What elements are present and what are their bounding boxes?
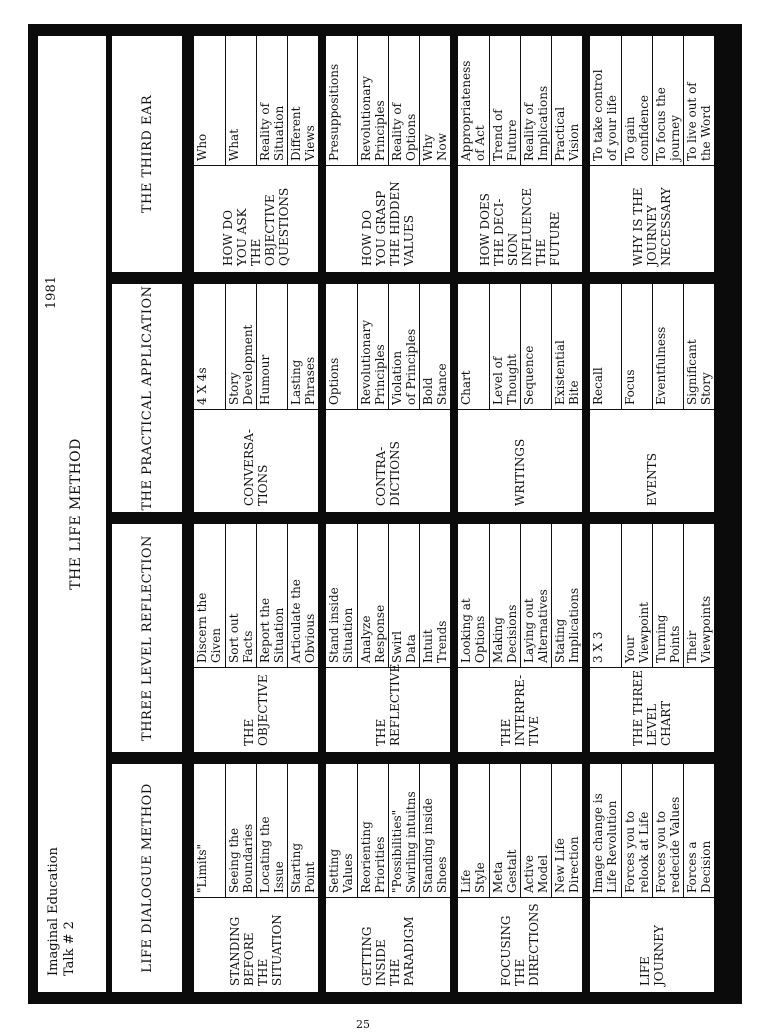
section-entries (326, 36, 450, 166)
section-band (458, 524, 582, 752)
section-entry: Analyze Response (357, 524, 388, 667)
section-entry: To live out of the Word (683, 36, 714, 165)
section-label: THE REFLECTIVE (374, 663, 402, 746)
section-entry: Bold Stance (419, 284, 450, 409)
section-entry: Lasting Phrases (287, 284, 318, 409)
section-label: CONVERSA- TIONS (242, 429, 270, 506)
page-number: 25 (356, 1018, 370, 1031)
section-entry: Setting Values (327, 848, 355, 893)
section-entry: Active Model (520, 764, 551, 897)
section-entry: Sort out Facts (225, 524, 256, 667)
section-entry: Report the Situation (256, 524, 287, 667)
section-entry: Trend of Future (489, 36, 520, 165)
method-column (112, 764, 730, 992)
section-entry: 3 X 3 (591, 631, 605, 663)
section-entry: Forces you to relook at Life (621, 764, 652, 897)
section-entry: Image change is Life Revolution (591, 793, 619, 893)
section-entries (326, 284, 450, 410)
section-entry: Level of Thought (489, 284, 520, 409)
org-line-2: Talk # 2 (62, 921, 77, 976)
section-entry: Locating the Issue (256, 764, 287, 897)
section-entry: Laying out Alternatives (520, 524, 551, 667)
section-label: THE INTERPRE- TIVE (499, 674, 541, 746)
section-entries (458, 524, 582, 668)
section-entry: What (225, 36, 256, 165)
section-entry: Who (195, 133, 209, 161)
section-entry: Significant Story (683, 284, 714, 409)
section-entry: Humour (256, 284, 287, 409)
section-label: WHY IS THE JOURNEY NECESSARY (631, 187, 673, 266)
section-entry: To focus the journey (652, 36, 683, 165)
section-band (590, 36, 714, 272)
section-band (194, 36, 318, 272)
section-entry: Starting Point (287, 764, 318, 897)
section-band (194, 524, 318, 752)
section-entries (590, 36, 714, 166)
section-entry: Their Viewpoints (683, 524, 714, 667)
section-entry: Practical Vision (551, 36, 582, 165)
section-entry: Story Development (225, 284, 256, 409)
section-entry: Reality of Options (388, 36, 419, 165)
section-entry: Stating Implications (551, 524, 582, 667)
section-entry: Life Style (459, 862, 487, 893)
section-entry: Forces you to redecide Values (652, 764, 683, 897)
method-table (112, 36, 730, 992)
section-entry: Violation of Principles (388, 284, 419, 409)
section-band (458, 36, 582, 272)
section-entry: Seeing the Boundaries (225, 764, 256, 897)
section-entry: Appropriateness of Act (459, 60, 487, 161)
section-entries (590, 284, 714, 410)
org-line-1: Imaginal Education (46, 847, 61, 976)
section-entries (194, 764, 318, 898)
section-entry: New Life Direction (551, 764, 582, 897)
section-entry: Sequence (520, 284, 551, 409)
section-entry: Different Views (287, 36, 318, 165)
section-entry: Focus (621, 284, 652, 409)
section-entries (590, 764, 714, 898)
section-entry: Your Viewpoint (621, 524, 652, 667)
section-entry: Intuit Trends (419, 524, 450, 667)
section-entry: Turning Points (652, 524, 683, 667)
section-band (194, 764, 318, 992)
header-band (28, 24, 112, 1004)
section-entry: Eventfulness (652, 284, 683, 409)
section-entries (194, 524, 318, 668)
section-band (326, 36, 450, 272)
section-band (326, 524, 450, 752)
method-column (112, 36, 730, 272)
section-label: HOW DO YOU ASK THE OBJECTIVE QUESTIONS (221, 187, 291, 266)
section-entries (590, 524, 714, 668)
page-title: THE LIFE METHOD (68, 438, 84, 590)
section-band (590, 764, 714, 992)
header-panel (38, 36, 106, 992)
method-column (112, 524, 730, 752)
section-entry: Stand inside Situation (327, 587, 355, 663)
column-title: THREE LEVEL REFLECTION (112, 524, 182, 752)
section-entries (326, 524, 450, 668)
document-frame (28, 24, 742, 1004)
column-title: LIFE DIALOGUE METHOD (112, 764, 182, 992)
section-label: HOW DO YOU GRASP THE HIDDEN VALUES (360, 181, 416, 266)
section-entry: Existential Bite (551, 284, 582, 409)
section-entries (194, 36, 318, 166)
section-band (458, 284, 582, 512)
section-entry: To take control of your life (591, 69, 619, 161)
section-entry: Revolutionary Principles (357, 284, 388, 409)
section-entry: Forces a Decision (683, 764, 714, 897)
section-entry: Chart (459, 370, 473, 405)
section-entry: Reality of Situation (256, 36, 287, 165)
section-entry: To gain confidence (621, 36, 652, 165)
section-entry: Articulate the Obvious (287, 524, 318, 667)
section-entry: Meta Gestalt (489, 764, 520, 897)
section-label: WRITINGS (513, 438, 527, 506)
section-label: THE THREE LEVEL CHART (631, 669, 673, 746)
section-label: EVENTS (645, 453, 659, 506)
rotated-page (28, 24, 742, 1004)
section-entry: Making Decisions (489, 524, 520, 667)
section-entries (326, 764, 450, 898)
section-label: THE OBJECTIVE (242, 674, 270, 746)
section-band (326, 284, 450, 512)
section-entry: Swirl Data (388, 524, 419, 667)
section-entry: Reality of Implications (520, 36, 551, 165)
section-entry: "Possibilities" Swirling intuitns (388, 764, 419, 897)
section-label: STANDING BEFORE THE SITUATION (228, 914, 284, 986)
column-title: THE THIRD EAR (112, 36, 182, 272)
section-band (458, 764, 582, 992)
section-entry: Discern the Given (195, 592, 223, 663)
section-entry: Revolutionary Principles (357, 36, 388, 165)
section-label: GETTING INSIDE THE PARADIGM (360, 916, 416, 986)
section-entry: Why Now (419, 36, 450, 165)
section-label: HOW DOES THE DECI- SION INFLUENCE THE FUTURE (478, 187, 562, 266)
section-label: CONTRA- DICTIONS (374, 441, 402, 506)
section-entries (458, 764, 582, 898)
section-label: FOCUSING THE DIRECTIONS (499, 903, 541, 986)
method-column (112, 284, 730, 512)
section-entry: 4 X 4s (195, 367, 209, 405)
section-entries (458, 36, 582, 166)
section-band (590, 284, 714, 512)
section-entry: Options (327, 357, 341, 405)
section-entry: Recall (591, 367, 605, 405)
section-entries (458, 284, 582, 410)
section-entry: Standing inside Shoes (419, 764, 450, 897)
section-band (194, 284, 318, 512)
section-entry: "Limits" (195, 843, 209, 893)
section-entry: Presuppositions (327, 63, 341, 161)
section-label: LIFE JOURNEY (638, 925, 666, 986)
column-title: THE PRACTICAL APPLICATION (112, 284, 182, 512)
section-band (590, 524, 714, 752)
header-year: 1981 (44, 276, 59, 310)
section-band (326, 764, 450, 992)
section-entry: Reorienting Priorities (357, 764, 388, 897)
section-entry: Looking at Options (459, 598, 487, 663)
section-entries (194, 284, 318, 410)
